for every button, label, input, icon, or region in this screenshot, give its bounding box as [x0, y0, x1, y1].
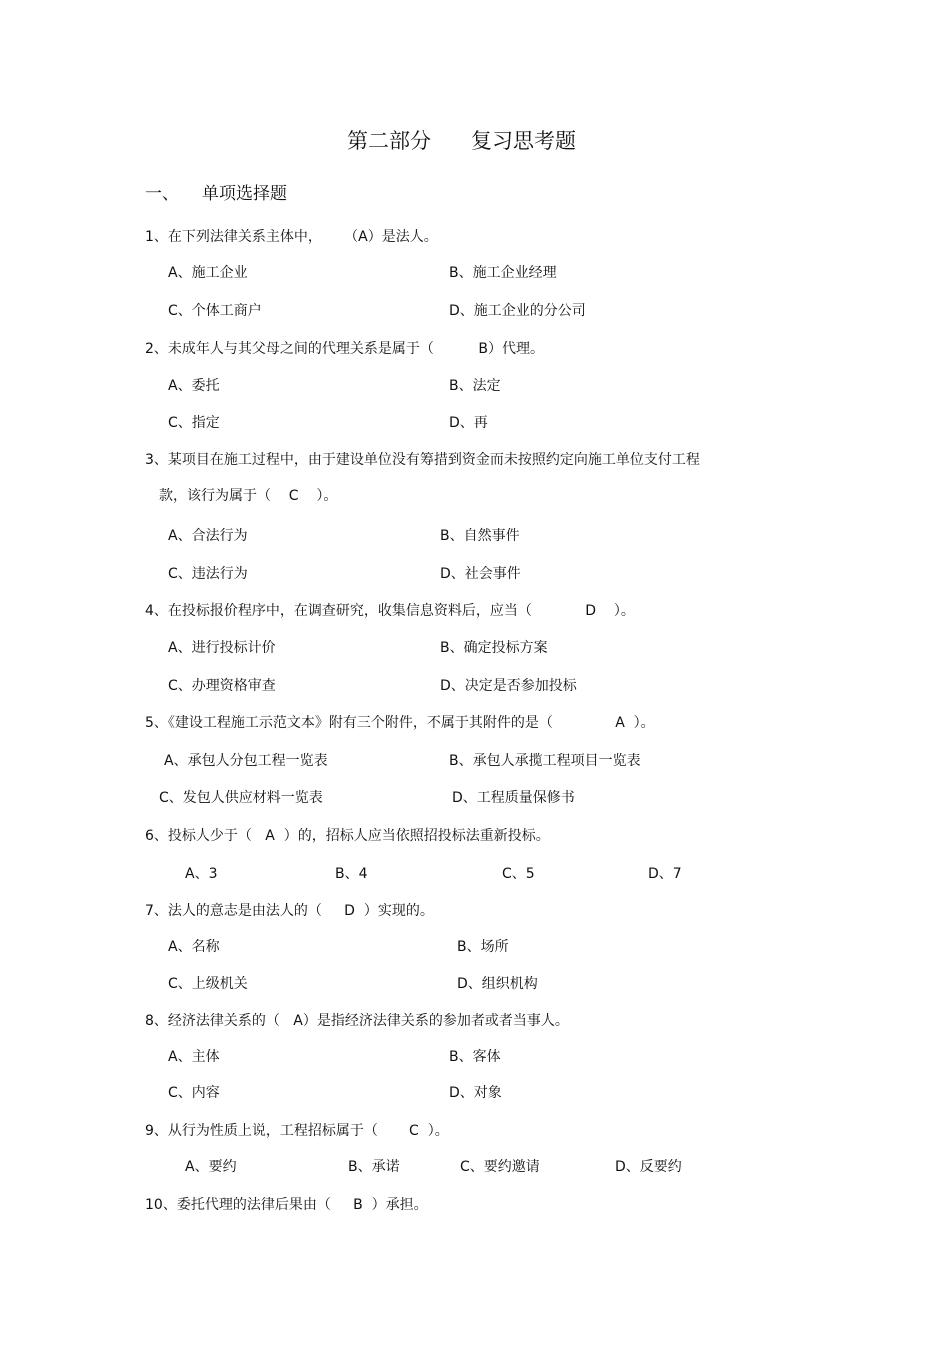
question-3-stem-line-1: 3、某项目在施工过程中，由于建设单位没有筹措到资金而未按照约定向施工单位支付工程	[145, 452, 700, 468]
question-6-stem: 6、投标人少于（ A ）的，招标人应当依照招投标法重新投标。	[145, 828, 550, 844]
question-9-option-d: D、反要约	[615, 1159, 682, 1175]
section-number: 一、	[145, 184, 179, 204]
question-2-option-c: C、指定	[168, 415, 220, 431]
question-5-stem: 5、《建设工程施工示范文本》附有三个附件，不属于其附件的是（ A ）。	[145, 715, 655, 731]
question-9-option-b: B、承诺	[348, 1159, 400, 1175]
question-9-option-a: A、要约	[185, 1159, 237, 1175]
question-8-option-b: B、客体	[449, 1049, 501, 1065]
question-2-stem: 2、未成年人与其父母之间的代理关系是属于（ B）代理。	[145, 341, 545, 357]
question-8-option-a: A、主体	[168, 1049, 220, 1065]
question-4-option-c: C、办理资格审查	[168, 678, 276, 694]
question-5-option-d: D、工程质量保修书	[452, 790, 575, 806]
question-4-option-b: B、确定投标方案	[440, 640, 548, 656]
question-3-option-a: A、合法行为	[168, 528, 248, 544]
question-4-option-a: A、进行投标计价	[168, 640, 276, 656]
question-8-option-d: D、对象	[449, 1085, 502, 1101]
question-9-stem: 9、从行为性质上说，工程招标属于（ C ）。	[145, 1123, 449, 1139]
question-3-stem-line-2: 款，该行为属于（ C ）。	[159, 488, 338, 504]
question-7-option-c: C、上级机关	[168, 976, 248, 992]
question-2-option-d: D、再	[449, 415, 488, 431]
question-1-option-d: D、施工企业的分公司	[449, 303, 586, 319]
question-5-option-c: C、发包人供应材料一览表	[159, 790, 323, 806]
question-1-option-c: C、个体工商户	[168, 303, 262, 319]
question-6-option-d: D、7	[648, 866, 682, 882]
question-3-option-d: D、社会事件	[440, 566, 521, 582]
question-3-option-c: C、违法行为	[168, 566, 248, 582]
question-8-option-c: C、内容	[168, 1085, 220, 1101]
question-7-option-d: D、组织机构	[457, 976, 538, 992]
question-7-option-b: B、场所	[457, 939, 509, 955]
question-2-option-a: A、委托	[168, 378, 220, 394]
question-6-option-b: B、4	[335, 866, 368, 882]
question-8-stem: 8、经济法律关系的（ A）是指经济法律关系的参加者或者当事人。	[145, 1013, 569, 1029]
question-5-option-b: B、承包人承揽工程项目一览表	[449, 753, 641, 769]
page-title: 第二部分 复习思考题	[347, 129, 577, 153]
question-6-option-a: A、3	[185, 866, 218, 882]
question-7-stem: 7、法人的意志是由法人的（ D ）实现的。	[145, 903, 434, 919]
question-4-stem: 4、在投标报价程序中，在调查研究，收集信息资料后，应当（ D ）。	[145, 603, 635, 619]
question-10-stem: 10、委托代理的法律后果由（ B ）承担。	[145, 1197, 428, 1213]
question-7-option-a: A、名称	[168, 939, 220, 955]
question-6-option-c: C、5	[502, 866, 535, 882]
question-5-option-a: A、承包人分包工程一览表	[164, 753, 328, 769]
question-1-stem: 1、在下列法律关系主体中， （A）是法人。	[145, 229, 438, 245]
section-heading: 单项选择题	[202, 184, 287, 204]
question-9-option-c: C、要约邀请	[460, 1159, 540, 1175]
question-3-option-b: B、自然事件	[440, 528, 520, 544]
question-2-option-b: B、法定	[449, 378, 501, 394]
question-4-option-d: D、决定是否参加投标	[440, 678, 577, 694]
question-1-option-a: A、施工企业	[168, 265, 248, 281]
question-1-option-b: B、施工企业经理	[449, 265, 557, 281]
